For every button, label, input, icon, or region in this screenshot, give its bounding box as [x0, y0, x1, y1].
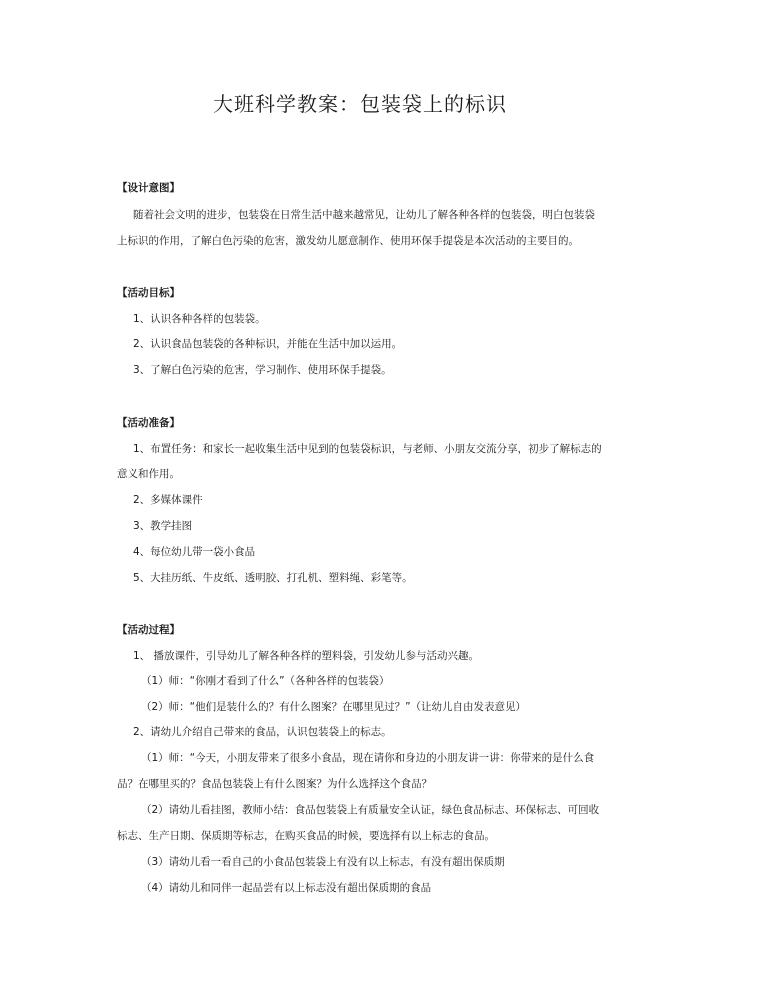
- sub-item: （4）请幼儿和同伴一起品尝有以上标志没有超出保质期的食品: [141, 882, 432, 894]
- list-item: 1、布置任务：和家长一起收集生活中见到的包装袋标识，与老师、小朋友交流分享，初步了解标志的: [133, 443, 602, 455]
- sub-item: （3）请幼儿看一看自己的小食品包装袋上有没有以上标志，有没有超出保质期: [141, 856, 505, 868]
- section-heading-prep: 【活动准备】: [117, 417, 180, 429]
- list-item: 2、请幼儿介绍自己带来的食品，认识包装袋上的标志。: [133, 726, 392, 738]
- section-heading-process: 【活动过程】: [117, 624, 180, 636]
- section-heading-goals: 【活动目标】: [117, 287, 180, 299]
- list-item: 5、大挂历纸、牛皮纸、透明胶、打孔机、塑料绳、彩笔等。: [133, 572, 413, 584]
- paragraph-line: 上标识的作用，了解白色污染的危害，激发幼儿愿意制作、使用环保手提袋是本次活动的主要目的。: [117, 235, 579, 247]
- sub-item-continuation: 标志、生产日期、保质期等标志，在购买食品的时候，要选择有以上标志的食品。: [117, 830, 495, 842]
- list-item: 1、认识各种各样的包装袋。: [133, 313, 266, 325]
- list-item: 4、每位幼儿带一袋小食品: [133, 546, 256, 558]
- section-heading-design: 【设计意图】: [117, 182, 180, 194]
- paragraph-line: 随着社会文明的进步，包装袋在日常生活中越来越常见，让幼儿了解各种各样的包装袋，明白包装袋: [133, 209, 595, 221]
- sub-item: （1）师：“今天，小朋友带来了很多小食品，现在请你和身边的小朋友讲一讲：你带来的是什么食: [141, 752, 595, 764]
- list-item: 2、多媒体课件: [133, 494, 203, 506]
- document-title: 大班科学教案：包装袋上的标识: [213, 92, 507, 116]
- list-item-continuation: 意义和作用。: [117, 468, 180, 480]
- sub-item: （2）师：“他们是装什么的？有什么图案？在哪里见过？”（让幼儿自由发表意见）: [141, 701, 527, 713]
- list-item: 1、 播放课件，引导幼儿了解各种各样的塑料袋，引发幼儿参与活动兴趣。: [133, 650, 480, 662]
- sub-item: （1）师：“你刚才看到了什么”（各种各样的包装袋）: [141, 675, 390, 687]
- sub-item: （2）请幼儿看挂图，教师小结：食品包装袋上有质量安全认证，绿色食品标志、环保标志、可回收: [141, 804, 600, 816]
- list-item: 3、教学挂图: [133, 520, 193, 532]
- list-item: 2、认识食品包装袋的各种标识，并能在生活中加以运用。: [133, 338, 403, 350]
- list-item: 3、了解白色污染的危害，学习制作、使用环保手提袋。: [133, 364, 392, 376]
- sub-item-continuation: 品？在哪里买的？食品包装袋上有什么图案？为什么选择这个食品？: [117, 778, 432, 790]
